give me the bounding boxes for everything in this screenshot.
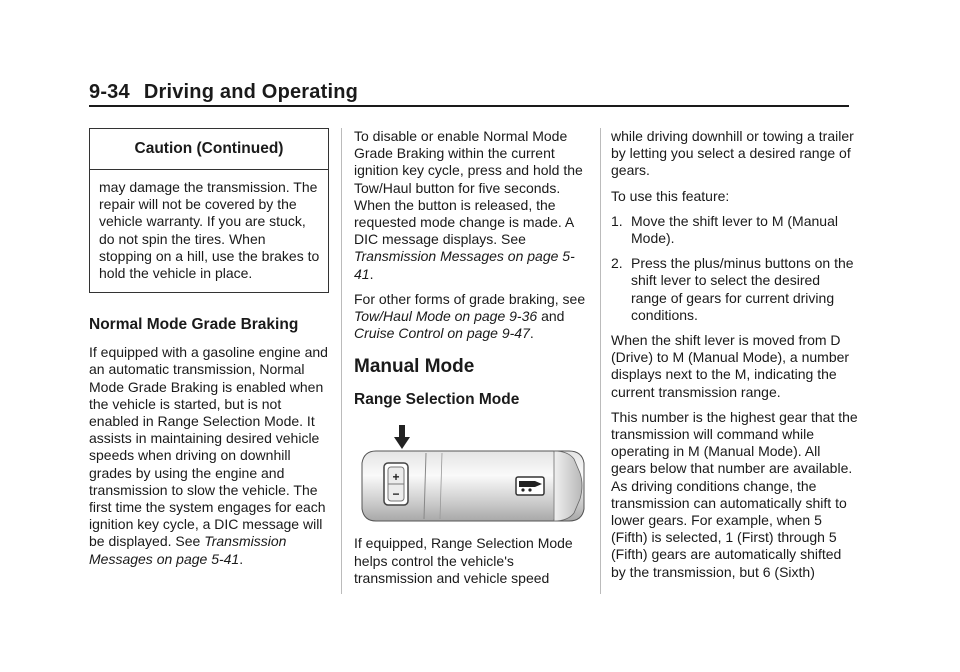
paragraph [89, 344, 331, 568]
paragraph: When the shift lever is moved from D (Drive) to M (Manual Mode), a number displays next to the M, indicating the current transmission range. [611, 332, 850, 400]
paragraph-text: If equipped with a gasoline engine and an automatic transmission, Normal Mode Grade Braking is enabled when the vehicle is started, but is not enabled in Range Selection Mode. It assists in maintaining desired vehicle speeds when driving on downhill grades by using the engine and transmission to slow the vehicle. The first time the system engages for each ignition key cycle, a DIC message will be displayed. See [89, 344, 328, 550]
list-number: 2. [611, 255, 623, 272]
list-text: Move the shift lever to M (Manual Mode). [631, 212, 838, 247]
column-divider [341, 128, 342, 594]
paragraph: This number is the highest gear that the transmission will command while operating in M (Manual Mode). All gears below that number are available. As driving conditions change, the transmission can automatically shift to lower gears. For example, when 5 (Fifth) is selected, 1 (First) through 5 (Fifth) gears are automatically shifted by the transmission, but 6 (Sixth) [611, 408, 858, 580]
page-header [89, 80, 849, 108]
shift-lever-figure [354, 423, 590, 525]
cross-reference-link[interactable]: Cruise Control on page 9-47 [354, 325, 530, 342]
section-title: Driving and Operating [143, 81, 359, 103]
column-1 [89, 128, 331, 576]
caution-title: Caution (Continued) [90, 129, 328, 170]
section-heading: Normal Mode Grade Braking [89, 316, 299, 334]
list-number: 1. [611, 212, 623, 229]
column-2 [354, 128, 590, 595]
minus-label: − [392, 487, 400, 502]
list-item [611, 255, 859, 324]
page-number: 9-34 [89, 81, 130, 103]
list-item [611, 213, 859, 247]
plus-minus-switch[interactable] [384, 463, 408, 505]
caution-box [89, 128, 329, 293]
tow-haul-button-icon[interactable] [516, 477, 544, 495]
column-divider [600, 128, 601, 594]
punctuation: . [369, 265, 374, 282]
paragraph: If equipped, Range Selection Mode helps control the vehicle's transmission and vehicle speed [354, 535, 573, 586]
column-3 [611, 128, 859, 589]
cross-reference-link[interactable]: Transmission Messages on page 5-41 [354, 248, 575, 282]
list-text: Press the plus/minus buttons on the shift lever to select the desired range of gears for current driving conditions. [631, 255, 854, 323]
punctuation: . [239, 550, 244, 567]
punctuation: . [529, 325, 534, 342]
down-arrow-icon [394, 425, 410, 449]
paragraph-text: To disable or enable Normal Mode Grade Braking within the current ignition key cycle, press and hold the Tow/Haul button for five seconds. When the button is released, the requested mode change is made. A DIC message displays. See [354, 128, 583, 248]
paragraph [354, 291, 590, 343]
sub-heading: Range Selection Mode [354, 391, 520, 409]
paragraph: while driving downhill or towing a trailer by letting you select a desired range of gears. [611, 128, 854, 179]
page-title [89, 80, 849, 104]
shift-lever-illustration [354, 423, 590, 525]
paragraph-text: and [541, 308, 565, 325]
paragraph [354, 128, 590, 283]
paragraph-text: For other forms of grade braking, see [354, 290, 586, 307]
header-rule [89, 105, 849, 107]
caution-text: may damage the transmission. The repair will not be covered by the vehicle warranty. If you are stuck, do not spin the tires. When stopping on a hill, use the brakes to hold the vehicle in place. [99, 179, 320, 282]
cross-reference-link[interactable]: Transmission Messages on page 5-41 [89, 533, 287, 567]
major-heading: Manual Mode [354, 356, 475, 378]
plus-label: + [392, 470, 400, 485]
paragraph: To use this feature: [611, 187, 730, 204]
cross-reference-link[interactable]: Tow/Haul Mode on page 9-36 [354, 308, 538, 325]
